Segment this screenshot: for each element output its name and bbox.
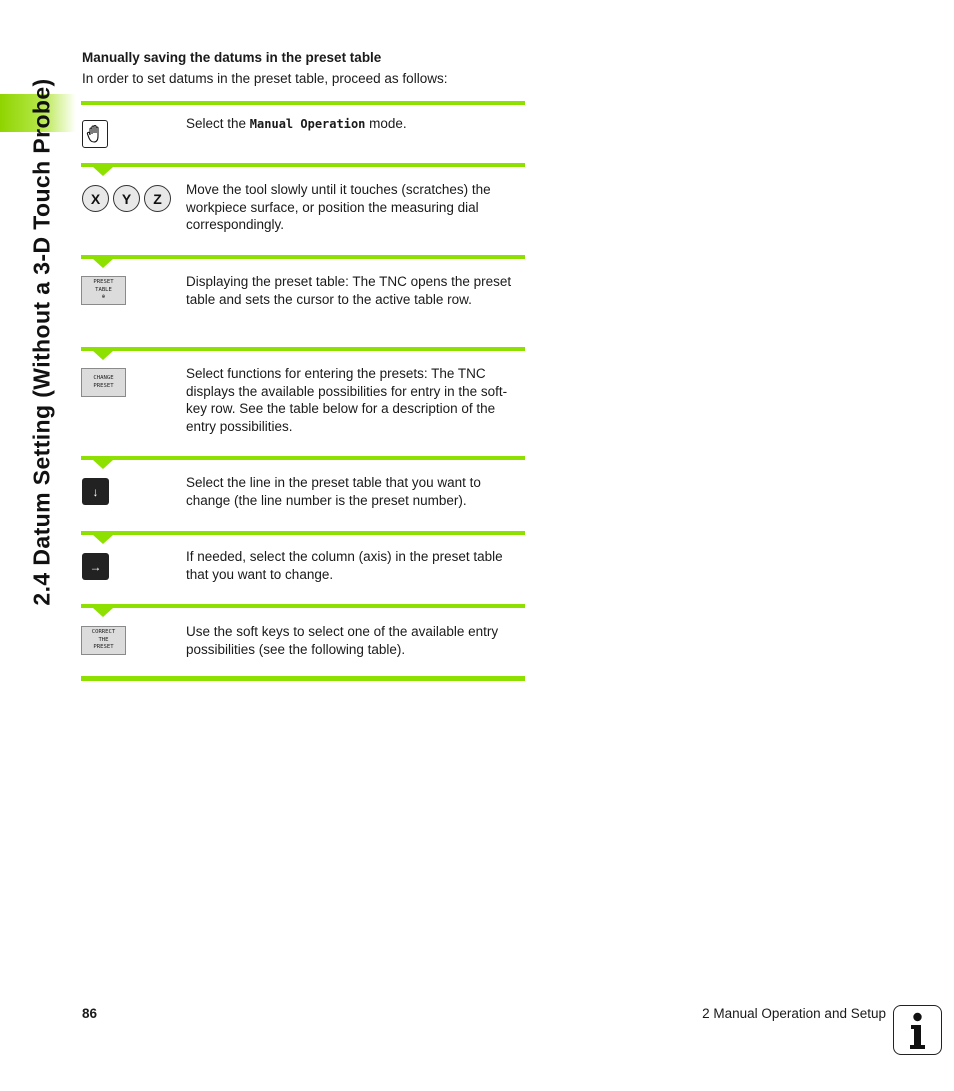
step-arrow-marker (93, 351, 113, 360)
step-divider (81, 531, 525, 535)
step-divider (81, 456, 525, 460)
step-6-text: If needed, select the column (axis) in the preset table that you want to change. (186, 549, 503, 582)
crosshair-icon: ⊕ (101, 294, 106, 301)
step-1-text: Select the Manual Operation mode. (186, 116, 407, 131)
step-divider (81, 347, 525, 351)
z-axis-key[interactable]: Z (144, 185, 171, 212)
step-2-text: Move the tool slowly until it touches (scratches) the workpiece surface, or position the measuring dial correspondingly. (186, 182, 491, 233)
step-arrow-marker (93, 167, 113, 176)
y-axis-key[interactable]: Y (113, 185, 140, 212)
preset-table-softkey[interactable]: PRESET TABLE ⊕ (81, 276, 126, 305)
chapter-title: 2 Manual Operation and Setup (702, 1006, 886, 1021)
section-heading: Manually saving the datums in the preset table (82, 50, 382, 65)
step-arrow-marker (93, 535, 113, 544)
correct-the-preset-softkey[interactable]: CORRECT THE PRESET (81, 626, 126, 655)
step-divider (81, 163, 525, 167)
step-7-text: Use the soft keys to select one of the available entry possibilities (see the following table). (186, 624, 499, 657)
page-number: 86 (82, 1006, 98, 1021)
bottom-rule (81, 676, 525, 681)
arrow-right-icon: → (89, 559, 102, 574)
step-arrow-marker (93, 259, 113, 268)
step-divider (81, 255, 525, 259)
arrow-right-key[interactable] (82, 553, 109, 580)
info-icon (893, 1005, 942, 1055)
change-preset-softkey[interactable]: CHANGE PRESET (81, 368, 126, 397)
arrow-down-icon: ↓ (92, 484, 99, 499)
arrow-down-key[interactable] (82, 478, 109, 505)
hand-icon (86, 124, 104, 144)
x-axis-key[interactable]: X (82, 185, 109, 212)
step-4-text: Select functions for entering the presets: The TNC displays the available possibilities for entry in the soft-key row. See the table below for a description of the entry possibilities. (186, 366, 508, 434)
info-glyph-icon (894, 1006, 940, 1053)
step-arrow-marker (93, 460, 113, 469)
step-3-text: Displaying the preset table: The TNC opens the preset table and sets the cursor to the active table row. (186, 274, 512, 307)
manual-operation-mode-name: Manual Operation (249, 117, 366, 131)
manual-operation-key[interactable] (82, 120, 108, 148)
section-intro: In order to set datums in the preset table, proceed as follows: (82, 71, 448, 86)
step-5-text: Select the line in the preset table that you want to change (the line number is the preset number). (186, 475, 481, 508)
top-rule (81, 101, 525, 105)
step-divider (81, 604, 525, 608)
step-arrow-marker (93, 608, 113, 617)
